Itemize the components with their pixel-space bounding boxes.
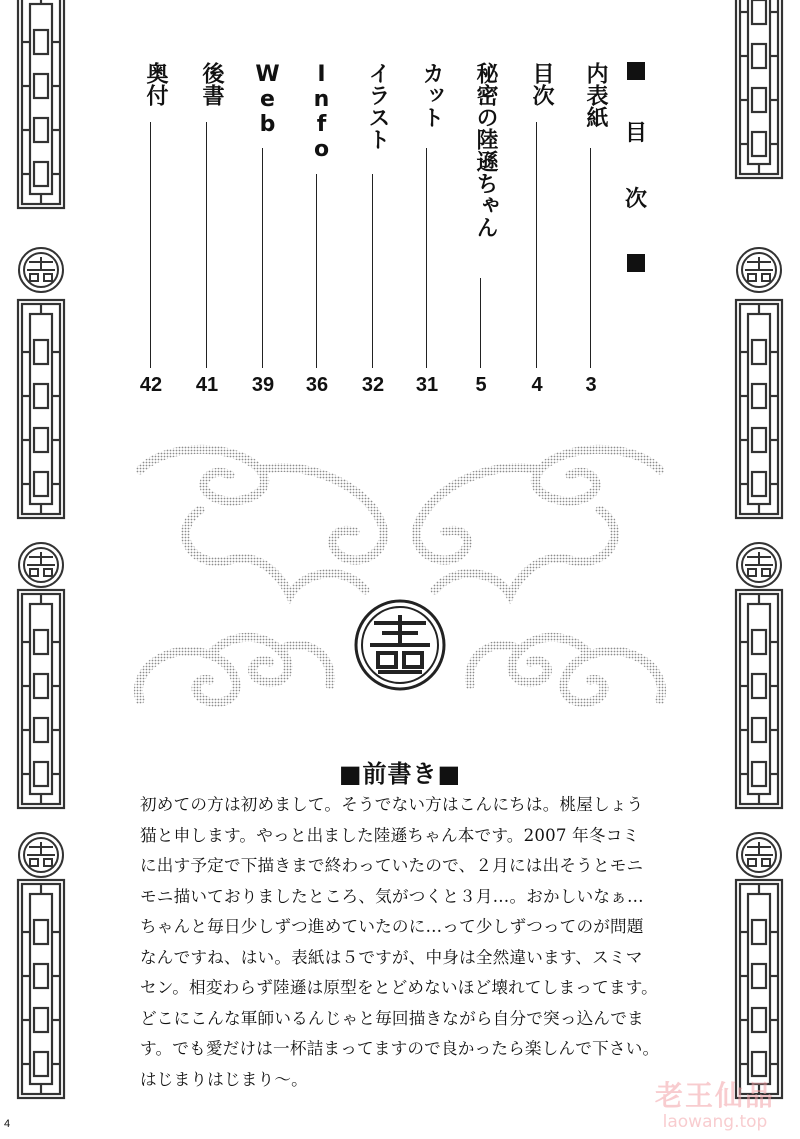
- toc-entry-inner-cover[interactable]: [574, 62, 608, 402]
- toc-leader-line: [480, 278, 481, 368]
- toc-leader-line: [536, 122, 537, 368]
- page-number: 4: [4, 1118, 11, 1130]
- toc-entry-label: 内表紙: [583, 62, 608, 128]
- toc-entry-afterword[interactable]: [190, 62, 224, 402]
- lattice-panel: [18, 300, 64, 518]
- cloud-ornament: [130, 440, 670, 730]
- preface-title: ■前書き■: [338, 760, 462, 788]
- preface-line: ちゃんと毎日少しずつ進めていたのに…って少しずつってのが問題: [140, 917, 644, 936]
- toc-entry-page: 41: [195, 374, 219, 396]
- shou-medallion-icon: [356, 601, 444, 689]
- left-lattice-svg: [0, 0, 82, 1139]
- toc-entry-contents[interactable]: [520, 62, 554, 402]
- toc-entry-page: 32: [361, 374, 385, 396]
- toc-entry-label: Web: [255, 62, 280, 137]
- toc-heading: [618, 62, 654, 272]
- cloud-left-lower: [138, 637, 330, 702]
- toc-leader-line: [426, 148, 427, 368]
- toc-entry-main-story[interactable]: [464, 62, 498, 402]
- toc-leader-line: [590, 148, 591, 368]
- toc-entry-illustration[interactable]: [356, 62, 390, 402]
- toc-entry-label: イラスト: [365, 62, 390, 150]
- lattice-panel: [736, 0, 782, 178]
- watermark[interactable]: [640, 1080, 790, 1136]
- watermark-url[interactable]: laowang.top: [662, 1112, 768, 1132]
- toc-entry-page: 5: [475, 374, 487, 396]
- right-lattice-svg: [718, 0, 800, 1139]
- preface-body: [140, 790, 670, 1095]
- shou-medallion-icon: [19, 833, 63, 877]
- toc-leader-line: [316, 174, 317, 368]
- toc-heading-square-top: [627, 62, 645, 80]
- shou-medallion-icon: [737, 543, 781, 587]
- preface-line: モニ描いておりましたところ、気がつくと３月…。おかしいなぁ…: [140, 886, 644, 906]
- toc-heading-char-1: 目: [624, 121, 647, 147]
- toc-entry-info[interactable]: [300, 62, 334, 402]
- toc-entry-web[interactable]: [246, 62, 280, 402]
- toc-entry-label: 後書: [199, 62, 224, 106]
- shou-medallion-icon: [737, 833, 781, 877]
- cloud-right-lower: [469, 637, 661, 702]
- toc-entry-label: 奥付: [143, 62, 168, 106]
- toc-leader-line: [372, 174, 373, 368]
- preface-line: はじまりはじまり～。: [140, 1069, 308, 1089]
- left-lattice-border: [0, 0, 82, 1139]
- lattice-panel: [18, 0, 64, 208]
- toc-entry-page: 36: [305, 374, 329, 396]
- lattice-panel: [736, 880, 782, 1098]
- right-lattice-border: [718, 0, 800, 1139]
- shou-medallion-icon: [19, 543, 63, 587]
- preface-line: どこにこんな軍師いるんじゃと毎回描きながら自分で突っ込んでま: [140, 1008, 644, 1028]
- preface-line: に出す予定で下描きまで終わっていたので、２月には出そうとモニ: [140, 856, 644, 875]
- toc-entry-cut[interactable]: [410, 62, 444, 402]
- preface-line: す。でも愛だけは一杯詰まってますので良かったら楽しんで下さい。: [140, 1039, 660, 1058]
- shou-medallion-icon: [19, 248, 63, 292]
- preface-line: 猫と申します。やっと出ました陸遜ちゃん本です。2007 年冬コミ: [140, 825, 640, 845]
- lattice-panel: [18, 880, 64, 1098]
- toc-heading-char-2: 次: [624, 186, 647, 212]
- toc-entry-page: 31: [415, 374, 439, 396]
- toc-leader-line: [262, 148, 263, 368]
- preface-line: セン。相変わらず陸遜は原型をとどめないほど壊れてしまってます。: [140, 978, 658, 997]
- toc-entry-page: 42: [139, 374, 163, 396]
- toc-entry-label: カット: [419, 62, 444, 128]
- cloud-right-upper: [416, 449, 660, 595]
- lattice-panel: [736, 300, 782, 518]
- toc-leader-line: [150, 122, 151, 368]
- toc-entry-page: 39: [251, 374, 275, 396]
- preface-line: 初めての方は初めまして。そうでない方はこんにちは。桃屋しょう: [140, 795, 644, 814]
- toc-entry-label: Info: [309, 62, 334, 162]
- toc-entry-label: 目次: [529, 62, 554, 106]
- toc-entry-label: 秘密の陸遜ちゃん: [473, 62, 498, 238]
- toc-heading-square-bottom: [627, 254, 645, 272]
- shou-medallion-icon: [737, 248, 781, 292]
- toc-leader-line: [206, 122, 207, 368]
- preface-line: なんですね、はい。表紙は５ですが、中身は全然違います、スミマ: [140, 947, 643, 967]
- watermark-text: 老王仙品: [654, 1079, 775, 1112]
- toc-entry-colophon[interactable]: [134, 62, 168, 402]
- cloud-left-upper: [140, 449, 384, 595]
- toc-entry-page: 4: [531, 374, 543, 396]
- toc-entry-page: 3: [585, 374, 597, 396]
